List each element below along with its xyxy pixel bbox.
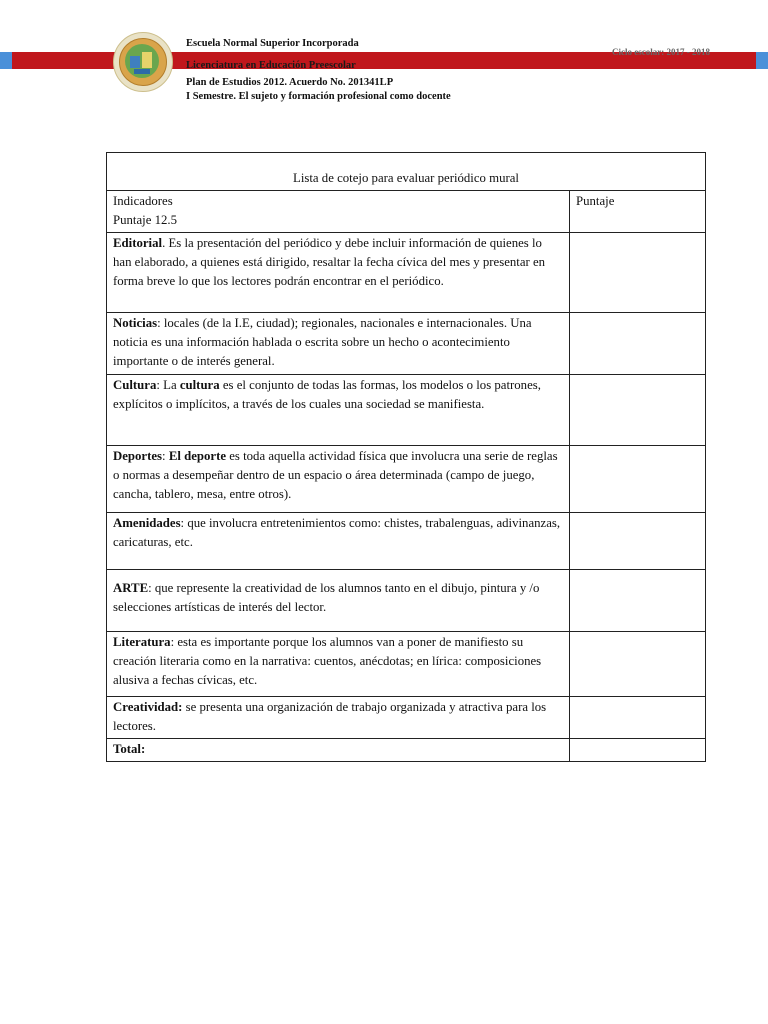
indicator-description: Es la presentación del periódico y debe incluir información de quienes lo han elaborado, a quienes está dirigido, resaltar la fecha cívica del mes y presentar en forma breve lo que los lectores podrán encontrar en el periódico. xyxy=(113,236,546,288)
table-title-row xyxy=(107,153,706,191)
indicator-label: Deportes xyxy=(113,449,163,463)
indicator-description: esta es importante porque los alumnos van a poner de manifiesto su creación literaria como en la narrativa: cuentos, anécdotas; en lírica: composiciones alusiva a fechas cívicas, etc. xyxy=(113,635,542,687)
table-row xyxy=(107,513,706,570)
score-cell xyxy=(570,697,706,739)
total-row xyxy=(107,739,706,762)
indicator-label: Amenidades xyxy=(113,516,181,530)
score-cell xyxy=(570,446,706,513)
total-label: Total: xyxy=(107,739,570,762)
document-header xyxy=(0,0,768,120)
table-row xyxy=(107,697,706,739)
indicators-header xyxy=(107,191,570,233)
score-cell xyxy=(570,632,706,697)
indicator-description: se presenta una organización de trabajo organizada y atractiva para los lectores. xyxy=(113,700,547,733)
indicator-cell: Editorial. Es la presentación del periódico y debe incluir información de quienes lo han elaborado, a quienes está dirigido, resaltar la fecha cívica del mes y presentar en forma breve lo que los lectores podrán encontrar en el periódico. xyxy=(107,233,570,313)
indicator-cell: ARTE: que represente la creatividad de los alumnos tanto en el dibujo, pintura y /o selecciones artísticas de interés del lector. xyxy=(107,570,570,632)
indicator-cell: Literatura: esta es importante porque los alumnos van a poner de manifiesto su creación literaria como en la narrativa: cuentos, anécdotas; en lírica: composiciones alusiva a fechas cívicas, etc. xyxy=(107,632,570,697)
indicators-label: Indicadores xyxy=(113,194,173,208)
header-band-right xyxy=(756,52,768,69)
score-cell xyxy=(570,513,706,570)
table-row xyxy=(107,632,706,697)
indicator-description: locales (de la I.E, ciudad); regionales, nacionales e internacionales. Una noticia es una información hablada o escrita sobre un hecho o acontecimiento importante o de interés general. xyxy=(113,316,532,368)
score-cell xyxy=(570,375,706,446)
checklist-table xyxy=(106,152,706,762)
score-cell xyxy=(570,233,706,313)
header-band-left xyxy=(0,52,12,69)
table-row xyxy=(107,375,706,446)
indicator-label: Literatura xyxy=(113,635,171,649)
program-name: Licenciatura en Educación Preescolar xyxy=(186,60,356,71)
indicator-label: Creatividad: xyxy=(113,700,183,714)
school-cycle: Ciclo escolar: 2017 - 2018 xyxy=(612,47,710,57)
indicator-label: ARTE xyxy=(113,581,149,595)
institution-name: Escuela Normal Superior Incorporada xyxy=(186,38,359,49)
semester-course: I Semestre. El sujeto y formación profesional como docente xyxy=(186,91,451,102)
score-note: Puntaje 12.5 xyxy=(113,213,177,227)
table-row xyxy=(107,313,706,375)
indicator-label: Editorial xyxy=(113,236,163,250)
indicator-description: es el conjunto de todas las formas, los modelos o los patrones, explícitos o implícitos, a través de los cuales una sociedad se manifiesta. xyxy=(113,378,541,411)
school-seal-logo xyxy=(113,32,173,92)
indicator-label: Noticias xyxy=(113,316,158,330)
table-row xyxy=(107,570,706,632)
table-title: Lista de cotejo para evaluar periódico mural xyxy=(107,153,706,191)
table-row xyxy=(107,233,706,313)
study-plan: Plan de Estudios 2012. Acuerdo No. 201341LP xyxy=(186,77,394,88)
indicator-cell: Noticias: locales (de la I.E, ciudad); regionales, nacionales e internacionales. Una noticia es una información hablada o escrita sobre un hecho o acontecimiento importante o de interés general. xyxy=(107,313,570,375)
indicator-description: es toda aquella actividad física que involucra una serie de reglas o normas a desempeñar dentro de un espacio o área determinada (campo de juego, cancha, tablero, mesa, entre otros). xyxy=(113,449,558,501)
score-column-header: Puntaje xyxy=(570,191,706,233)
table-row xyxy=(107,446,706,513)
score-cell xyxy=(570,570,706,632)
indicator-label: Cultura xyxy=(113,378,157,392)
indicator-description: que represente la creatividad de los alumnos tanto en el dibujo, pintura y /o selecciones artísticas de interés del lector. xyxy=(113,581,540,614)
total-score-cell xyxy=(570,739,706,762)
table-header-row xyxy=(107,191,706,233)
indicator-description: que involucra entretenimientos como: chistes, trabalenguas, adivinanzas, caricaturas, etc. xyxy=(113,516,561,549)
indicator-cell xyxy=(107,697,570,739)
indicator-cell: Deportes: El deporte es toda aquella actividad física que involucra una serie de reglas o normas a desempeñar dentro de un espacio o área determinada (campo de juego, cancha, tablero, mesa, entre otros). xyxy=(107,446,570,513)
indicator-cell: Amenidades: que involucra entretenimientos como: chistes, trabalenguas, adivinanzas, caricaturas, etc. xyxy=(107,513,570,570)
indicator-cell: Cultura: La cultura es el conjunto de todas las formas, los modelos o los patrones, explícitos o implícitos, a través de los cuales una sociedad se manifiesta. xyxy=(107,375,570,446)
score-cell xyxy=(570,313,706,375)
